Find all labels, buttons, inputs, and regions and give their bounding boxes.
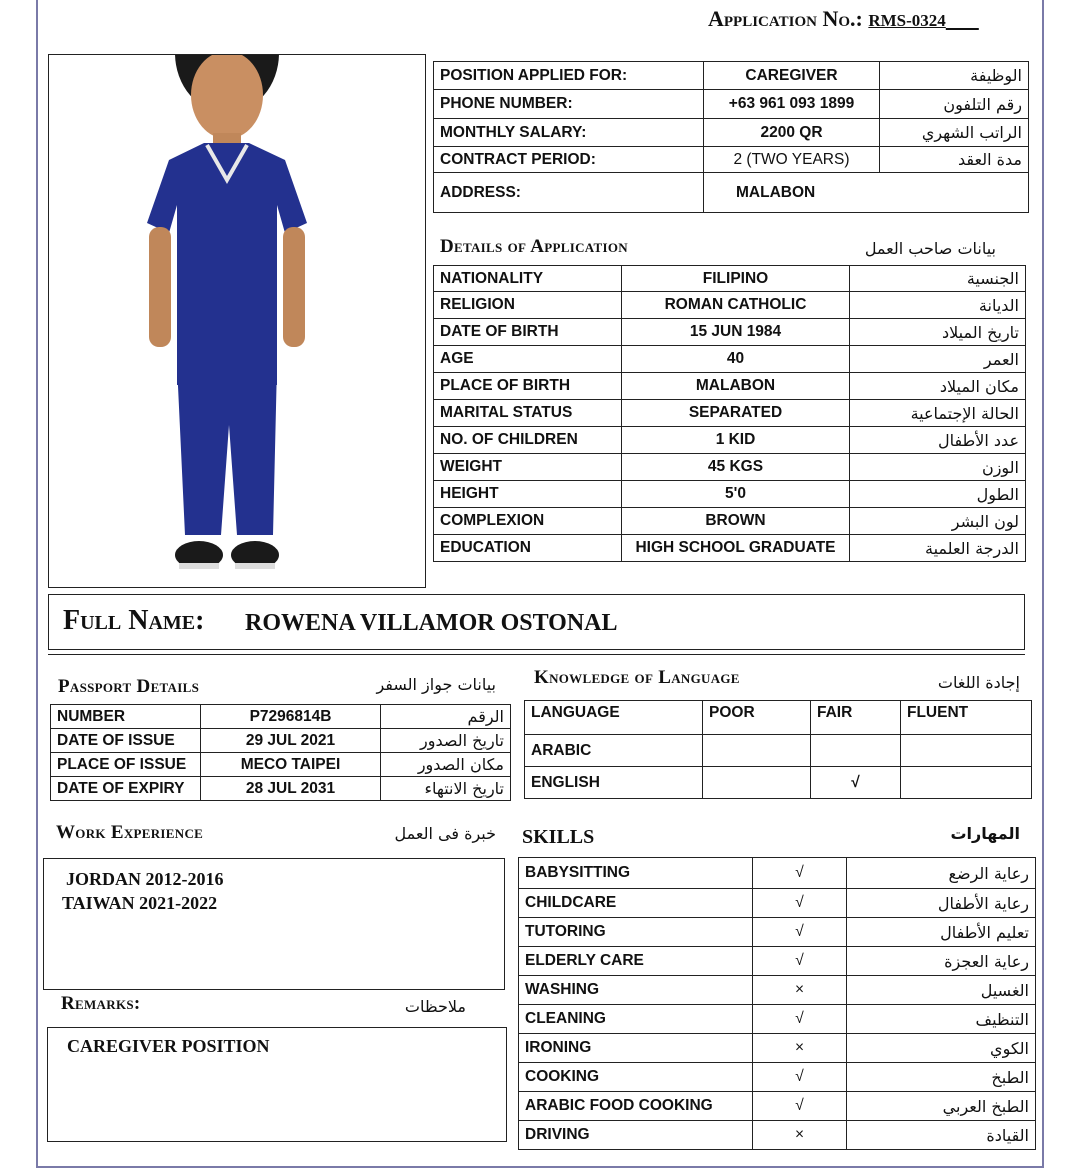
details-ar: الديانة	[850, 292, 1026, 319]
details-ar: الجنسية	[850, 266, 1026, 292]
details-ar: العمر	[850, 346, 1026, 373]
skill-name: ARABIC FOOD COOKING	[519, 1092, 753, 1121]
language-title-ar: إجادة اللغات	[937, 673, 1020, 692]
salary-ar: الراتب الشهري	[880, 119, 1029, 147]
skills-row	[519, 1092, 1036, 1121]
lang-english-fair: √	[811, 767, 901, 799]
salary-value: 2200 QR	[704, 119, 880, 147]
contract-label: CONTRACT PERIOD:	[434, 147, 704, 173]
details-label: COMPLEXION	[434, 508, 622, 535]
application-value: RMS-0324	[868, 11, 946, 30]
passport-ar: مكان الصدور	[381, 753, 511, 777]
passport-label: DATE OF ISSUE	[51, 729, 201, 753]
details-value: 40	[622, 346, 850, 373]
lang-col-language: LANGUAGE	[525, 701, 703, 735]
passport-row	[51, 729, 511, 753]
skill-mark: √	[753, 918, 847, 947]
full-name-box	[48, 594, 1025, 650]
remarks-title: Remarks:	[61, 993, 141, 1014]
skill-mark: ×	[753, 1121, 847, 1150]
full-name-value: ROWENA VILLAMOR OSTONAL	[245, 610, 618, 636]
application-label: Application No.:	[708, 6, 863, 31]
details-row	[434, 346, 1026, 373]
passport-title: Passport Details	[58, 676, 200, 697]
details-row	[434, 373, 1026, 400]
details-label: AGE	[434, 346, 622, 373]
work-title-ar: خبرة فى العمل	[394, 824, 496, 843]
details-value: 45 KGS	[622, 454, 850, 481]
passport-label: PLACE OF ISSUE	[51, 753, 201, 777]
position-value: CAREGIVER	[704, 62, 880, 90]
skill-ar: الطبخ العربي	[847, 1092, 1036, 1121]
details-ar: الطول	[850, 481, 1026, 508]
lang-arabic-fair	[811, 735, 901, 767]
person-illustration	[49, 55, 425, 587]
passport-value: MECO TAIPEI	[201, 753, 381, 777]
divider	[48, 654, 1025, 655]
details-value: ROMAN CATHOLIC	[622, 292, 850, 319]
skills-row	[519, 1034, 1036, 1063]
skills-row	[519, 976, 1036, 1005]
address-label: ADDRESS:	[434, 173, 704, 213]
passport-row	[51, 705, 511, 729]
skills-row	[519, 918, 1036, 947]
skill-mark: √	[753, 858, 847, 889]
skill-mark: ×	[753, 976, 847, 1005]
details-label: PLACE OF BIRTH	[434, 373, 622, 400]
skills-title: SKILLS	[522, 826, 595, 848]
skill-mark: √	[753, 1063, 847, 1092]
skill-ar: الغسيل	[847, 976, 1036, 1005]
details-row	[434, 319, 1026, 346]
lang-col-poor: POOR	[703, 701, 811, 735]
skill-ar: الطبخ	[847, 1063, 1036, 1092]
skill-ar: تعليم الأطفال	[847, 918, 1036, 947]
details-label: HEIGHT	[434, 481, 622, 508]
skill-name: IRONING	[519, 1034, 753, 1063]
phone-value: +63 961 093 1899	[704, 90, 880, 119]
lang-arabic: ARABIC	[525, 735, 703, 767]
details-value: MALABON	[622, 373, 850, 400]
skill-ar: الكوي	[847, 1034, 1036, 1063]
passport-table	[50, 704, 511, 801]
skills-row	[519, 1121, 1036, 1150]
skill-ar: القيادة	[847, 1121, 1036, 1150]
details-label: MARITAL STATUS	[434, 400, 622, 427]
skill-ar: التنظيف	[847, 1005, 1036, 1034]
details-value: 5'0	[622, 481, 850, 508]
passport-label: DATE OF EXPIRY	[51, 777, 201, 801]
applicant-photo	[48, 54, 426, 588]
details-ar: عدد الأطفال	[850, 427, 1026, 454]
lang-english-fluent	[901, 767, 1032, 799]
skills-title-ar: المهارات	[950, 824, 1020, 843]
details-value: 15 JUN 1984	[622, 319, 850, 346]
contract-value: 2 (TWO YEARS)	[704, 147, 880, 173]
passport-value: 28 JUL 2031	[201, 777, 381, 801]
skill-name: COOKING	[519, 1063, 753, 1092]
details-title: Details of Application	[440, 236, 628, 257]
details-label: NATIONALITY	[434, 266, 622, 292]
skill-mark: √	[753, 1092, 847, 1121]
details-row	[434, 400, 1026, 427]
work-line: JORDAN 2012-2016	[66, 869, 224, 889]
details-label: RELIGION	[434, 292, 622, 319]
lang-english-poor	[703, 767, 811, 799]
remarks-text: CAREGIVER POSITION	[67, 1036, 270, 1056]
details-row	[434, 292, 1026, 319]
remarks-box	[47, 1027, 507, 1142]
skill-mark: √	[753, 947, 847, 976]
details-value: FILIPINO	[622, 266, 850, 292]
details-label: EDUCATION	[434, 535, 622, 562]
details-ar: لون البشر	[850, 508, 1026, 535]
lang-english: ENGLISH	[525, 767, 703, 799]
skills-row	[519, 1005, 1036, 1034]
work-box	[43, 858, 505, 990]
details-row	[434, 508, 1026, 535]
passport-label: NUMBER	[51, 705, 201, 729]
skills-table	[518, 857, 1036, 1150]
details-ar: تاريخ الميلاد	[850, 319, 1026, 346]
details-value: HIGH SCHOOL GRADUATE	[622, 535, 850, 562]
details-ar: الدرجة العلمية	[850, 535, 1026, 562]
skill-name: CLEANING	[519, 1005, 753, 1034]
position-label: POSITION APPLIED FOR:	[434, 62, 704, 90]
passport-value: 29 JUL 2021	[201, 729, 381, 753]
skills-row	[519, 1063, 1036, 1092]
skills-row	[519, 889, 1036, 918]
address-value: MALABON	[704, 173, 1029, 213]
details-label: NO. OF CHILDREN	[434, 427, 622, 454]
phone-label: PHONE NUMBER:	[434, 90, 704, 119]
skill-mark: √	[753, 889, 847, 918]
details-value: BROWN	[622, 508, 850, 535]
skill-name: CHILDCARE	[519, 889, 753, 918]
details-value: 1 KID	[622, 427, 850, 454]
contract-ar: مدة العقد	[880, 147, 1029, 173]
details-ar: الوزن	[850, 454, 1026, 481]
details-label: WEIGHT	[434, 454, 622, 481]
passport-row	[51, 753, 511, 777]
skill-name: TUTORING	[519, 918, 753, 947]
details-label: DATE OF BIRTH	[434, 319, 622, 346]
details-row	[434, 535, 1026, 562]
work-line: TAIWAN 2021-2022	[62, 893, 218, 913]
details-row	[434, 427, 1026, 454]
details-ar: الحالة الإجتماعية	[850, 400, 1026, 427]
skill-name: WASHING	[519, 976, 753, 1005]
skills-row	[519, 947, 1036, 976]
skill-ar: رعاية العجزة	[847, 947, 1036, 976]
salary-label: MONTHLY SALARY:	[434, 119, 704, 147]
application-number	[708, 6, 979, 32]
skill-name: BABYSITTING	[519, 858, 753, 889]
details-title-ar: بيانات صاحب العمل	[864, 239, 996, 258]
details-row	[434, 481, 1026, 508]
work-title: Work Experience	[56, 822, 204, 843]
lang-arabic-poor	[703, 735, 811, 767]
lang-arabic-fluent	[901, 735, 1032, 767]
passport-ar: تاريخ الانتهاء	[381, 777, 511, 801]
skill-mark: ×	[753, 1034, 847, 1063]
details-row	[434, 454, 1026, 481]
passport-title-ar: بيانات جواز السفر	[376, 675, 496, 694]
language-table	[524, 700, 1032, 799]
passport-row	[51, 777, 511, 801]
top-info-table	[433, 61, 1029, 213]
details-ar: مكان الميلاد	[850, 373, 1026, 400]
passport-value: P7296814B	[201, 705, 381, 729]
skill-name: ELDERLY CARE	[519, 947, 753, 976]
details-table	[433, 265, 1026, 562]
lang-col-fluent: FLUENT	[901, 701, 1032, 735]
skill-name: DRIVING	[519, 1121, 753, 1150]
passport-ar: الرقم	[381, 705, 511, 729]
position-ar: الوظيفة	[880, 62, 1029, 90]
skill-ar: رعاية الأطفال	[847, 889, 1036, 918]
phone-ar: رقم التلفون	[880, 90, 1029, 119]
passport-ar: تاريخ الصدور	[381, 729, 511, 753]
lang-col-fair: FAIR	[811, 701, 901, 735]
language-title: Knowledge of Language	[534, 667, 740, 688]
skill-ar: رعاية الرضع	[847, 858, 1036, 889]
details-value: SEPARATED	[622, 400, 850, 427]
details-row	[434, 266, 1026, 292]
skills-row	[519, 858, 1036, 889]
remarks-title-ar: ملاحظات	[404, 997, 466, 1016]
skill-mark: √	[753, 1005, 847, 1034]
full-name-label: Full Name:	[63, 605, 205, 636]
